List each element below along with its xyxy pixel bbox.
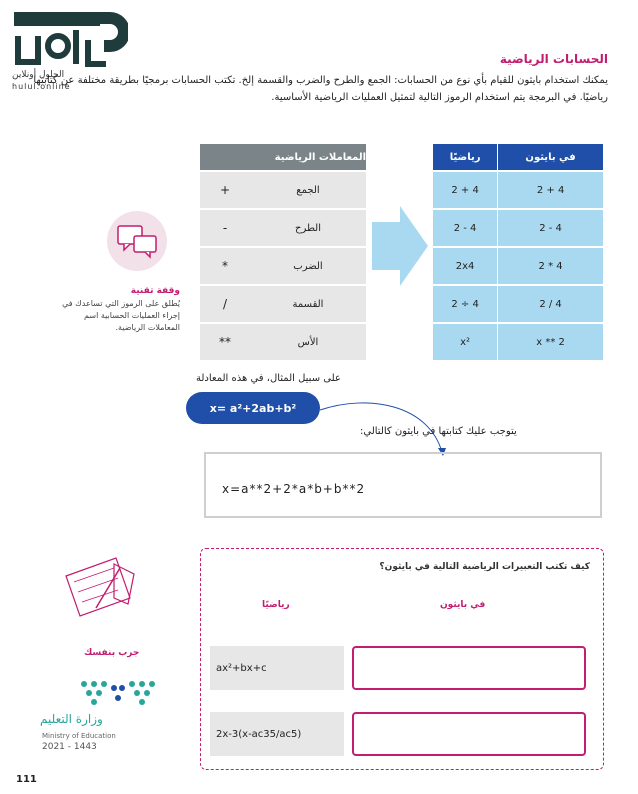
try-question: كيف تكتب التعبيرات الرياضية التالية في بايثون؟ — [379, 562, 590, 572]
tech-tip-text: يُطلق على الرموز التي تساعدك في إجراء العمليات الحسابية اسم المعاملات الرياضية. — [62, 299, 180, 332]
math-column-label: رياضيًا — [262, 600, 290, 610]
python-column-label: في بايثون — [440, 600, 486, 610]
section-title: الحسابات الرياضية — [499, 52, 608, 66]
operator-symbol: ** — [200, 324, 250, 360]
table-row — [200, 210, 366, 246]
table-row — [200, 324, 366, 360]
operator-name: الأس — [250, 324, 366, 360]
speech-bubbles-icon — [106, 210, 168, 272]
python-cell: 2 - 4 — [498, 210, 603, 246]
ministry-logo-icon — [76, 676, 160, 710]
math-expression: ax²+bx+c — [210, 646, 344, 690]
answer-input[interactable] — [352, 646, 586, 690]
python-cell: x ** 2 — [498, 324, 603, 360]
table-row — [200, 172, 366, 208]
python-cell: 2 * 4 — [498, 248, 603, 284]
table-row — [433, 324, 603, 360]
math-cell: 2 - 4 — [433, 210, 497, 246]
operator-name: الطرح — [250, 210, 366, 246]
python-write-label: يتوجب عليك كتابتها في بايثون كالتالي: — [360, 426, 517, 437]
math-cell: x² — [433, 324, 497, 360]
tech-tip-title: وقفة تقنية — [130, 286, 180, 296]
operator-name: الضرب — [250, 248, 366, 284]
operator-symbol: * — [200, 248, 250, 284]
answer-input[interactable] — [352, 712, 586, 756]
example-label: على سبيل المثال، في هذه المعادلة — [196, 373, 341, 384]
equation-pill: x= a²+2ab+b² — [186, 392, 320, 424]
operator-symbol: - — [200, 210, 250, 246]
table-row — [433, 172, 603, 208]
table-row — [200, 286, 366, 322]
python-cell: 2 / 4 — [498, 286, 603, 322]
math-expression: 2x-3(x-ac35/ac5) — [210, 712, 344, 756]
table-row — [433, 286, 603, 322]
ministry-year: 2021 - 1443 — [42, 742, 97, 752]
math-cell: 2 + 4 — [433, 172, 497, 208]
section-intro: يمكنك استخدام بايثون للقيام بأي نوع من الحسابات: الجمع والطرح والضرب والقسمة إلخ. تكتب الحسابات برمجيًا بطريقة مختلفة عن كتابتها رياضيًا. في البرمجة يتم استخدام الرموز التالية لتمثيل العمليات الرياضية الأساسية. — [33, 75, 608, 103]
python-cell: 2 + 4 — [498, 172, 603, 208]
python-code: x=a**2+2*a*b+b**2 — [222, 482, 366, 496]
logo-tagline: الحلول أونلاين — [12, 70, 65, 80]
math-column-header: رياضيًا — [433, 144, 497, 170]
operator-name: القسمة — [250, 286, 366, 322]
table-row — [433, 210, 603, 246]
logo-url: hulul.online — [12, 82, 71, 91]
python-column-header: في بايثون — [498, 144, 603, 170]
operator-symbol: + — [200, 172, 250, 208]
operators-table-header: المعاملات الرياضية — [200, 144, 366, 170]
ministry-name-en: Ministry of Education — [42, 732, 116, 740]
arrow-right-icon — [372, 206, 428, 286]
math-cell: 2 ÷ 4 — [433, 286, 497, 322]
math-cell: 2x4 — [433, 248, 497, 284]
operator-name: الجمع — [250, 172, 366, 208]
table-row — [433, 248, 603, 284]
table-row — [200, 248, 366, 284]
ministry-name-ar: وزارة التعليم — [40, 712, 103, 726]
operator-symbol: / — [200, 286, 250, 322]
try-yourself-label: جرب بنفسك — [84, 648, 140, 658]
operators-table — [200, 142, 366, 362]
page-number: 111 — [16, 774, 37, 785]
writing-hand-icon — [56, 546, 146, 636]
python-math-table — [432, 142, 604, 362]
